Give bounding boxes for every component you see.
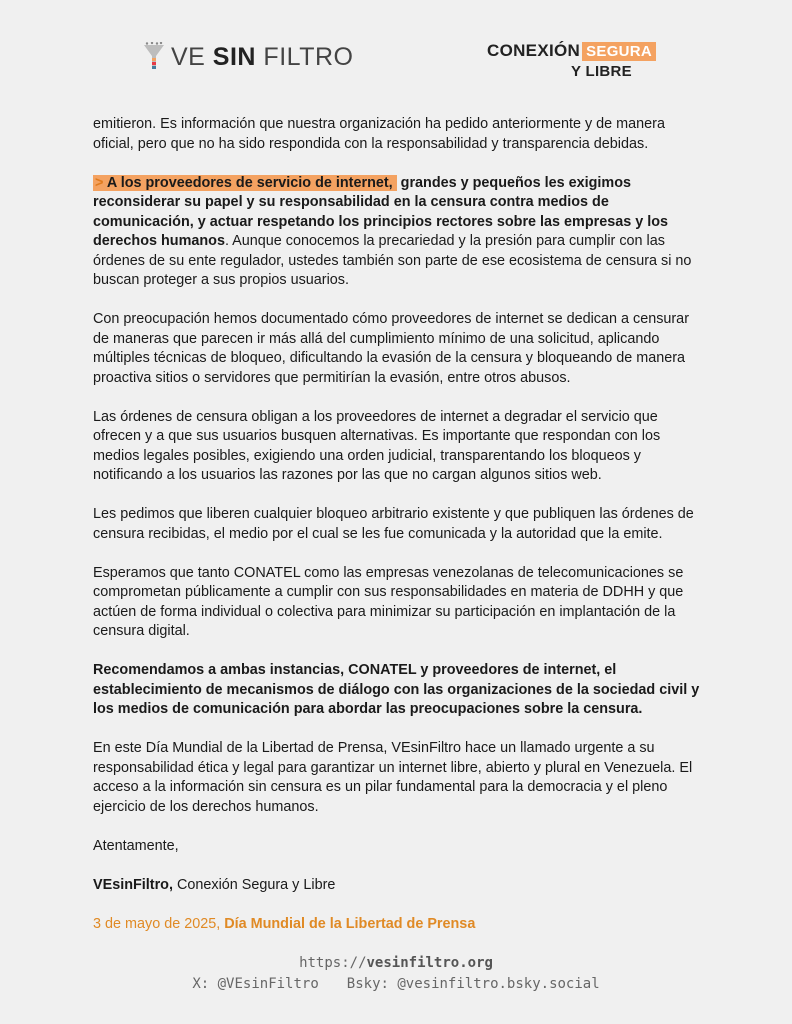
x-handle-link[interactable]: X: @VEsinFiltro <box>192 976 319 992</box>
date-line <box>93 915 705 935</box>
logo-word-y-libre: Y LIBRE <box>570 63 632 80</box>
signature-line <box>93 876 705 896</box>
highlight-heading <box>93 175 397 191</box>
paragraph-2-normal: . Aunque conocemos la precariedad y la presión para cumplir con las órdenes de su ente regulador, ustedes también son parte de ese ecosistema de censura si no buscan proteger a sus propios usuarios. <box>93 233 692 288</box>
paragraph-8: En este Día Mundial de la Libertad de Prensa, VEsinFiltro hace un llamado urgente a su responsabilidad ética y legal para garantizar un internet libre, abierto y plural en Venezuela. El acceso a la información sin censura es un pilar fundamental para la democracia y el pleno ejercicio de los derechos humanos. <box>93 740 693 815</box>
conexion-segura-logo <box>487 41 656 80</box>
date-text: 3 de mayo de 2025, <box>93 915 225 932</box>
paragraph-2 <box>93 174 705 291</box>
letterhead <box>0 0 792 100</box>
wordmark-sin: SIN <box>212 42 256 71</box>
closing: Atentamente, <box>93 837 179 854</box>
arrow-icon: > <box>95 174 104 191</box>
highlight-text: A los proveedores de servicio de internet, <box>106 174 393 191</box>
footer-url[interactable] <box>0 953 792 974</box>
paragraph-1: emitieron. Es información que nuestra organización ha pedido anteriormente y de manera oficial, pero que no ha sido respondida con la responsabilidad y transparencia debidas. <box>93 116 665 152</box>
url-domain: vesinfiltro.org <box>366 955 493 971</box>
letter-body <box>93 115 705 954</box>
paragraph-7-recommendation: Recomendamos a ambas instancias, CONATEL y proveedores de internet, el establecimiento de mecanismos de diálogo con las organizaciones de la sociedad civil y los medios de comunicación para abordar las preocupaciones sobre la censura. <box>93 662 700 717</box>
logo-word-conexion: CONEXIÓN <box>487 41 581 60</box>
paragraph-3: Con preocupación hemos documentado cómo proveedores de internet se dedican a censurar de maneras que parecen ir más allá del cumplimiento mínimo de una solicitud, aplicando múltiples técnicas de bloqueo, dificultando la evasión de la censura y bloqueando de manera proactiva sitios o servidores que permitirían la evasión, entre otros abusos. <box>93 311 689 386</box>
date-occasion: Día Mundial de la Libertad de Prensa <box>224 915 476 932</box>
paragraph-5: Les pedimos que liberen cualquier bloqueo arbitrario existente y que publiquen las órdenes de censura recibidas, el medio por el cual se les fue comunicada y la autoridad que la emite. <box>93 506 694 542</box>
footer-social <box>0 974 792 995</box>
paragraph-4: Las órdenes de censura obligan a los proveedores de internet a degradar el servicio que ofrecen y a que sus usuarios busquen alternativas. Es importante que respondan con los medios legales posibles, exigiendo una orden judicial, transparentando los bloqueos y notificando a los usuarios las razones por las que no cargan algunos sitios web. <box>93 408 661 483</box>
signature-org: VEsinFiltro, <box>93 876 173 893</box>
url-prefix: https:// <box>299 955 367 971</box>
funnel-logo-icon <box>143 42 165 72</box>
paragraph-2-bold: grandes y pequeños les exigimos reconsiderar su papel y su responsabilidad en la censura contra medios de comunicación, y actuar respetando los principios rectores sobre las empresas y los derechos humanos <box>93 174 669 249</box>
paragraph-6: Esperamos que tanto CONATEL como las empresas venezolanas de telecomunicaciones se comprometan públicamente a cumplir con sus responsabilidades en materia de DDHH y que actúen de forma individual o colectiva para minimizar su participación en implantación de la censura digital. <box>93 564 684 639</box>
logo-word-segura: SEGURA <box>582 42 656 61</box>
vesinfiltro-wordmark <box>171 42 354 71</box>
bsky-handle-link[interactable]: Bsky: @vesinfiltro.bsky.social <box>346 976 600 992</box>
vesinfiltro-logo <box>143 42 353 72</box>
footer <box>0 953 792 995</box>
wordmark-filtro: FILTRO <box>255 42 354 71</box>
signature-rest: Conexión Segura y Libre <box>172 876 336 893</box>
wordmark-ve: VE <box>171 42 213 71</box>
